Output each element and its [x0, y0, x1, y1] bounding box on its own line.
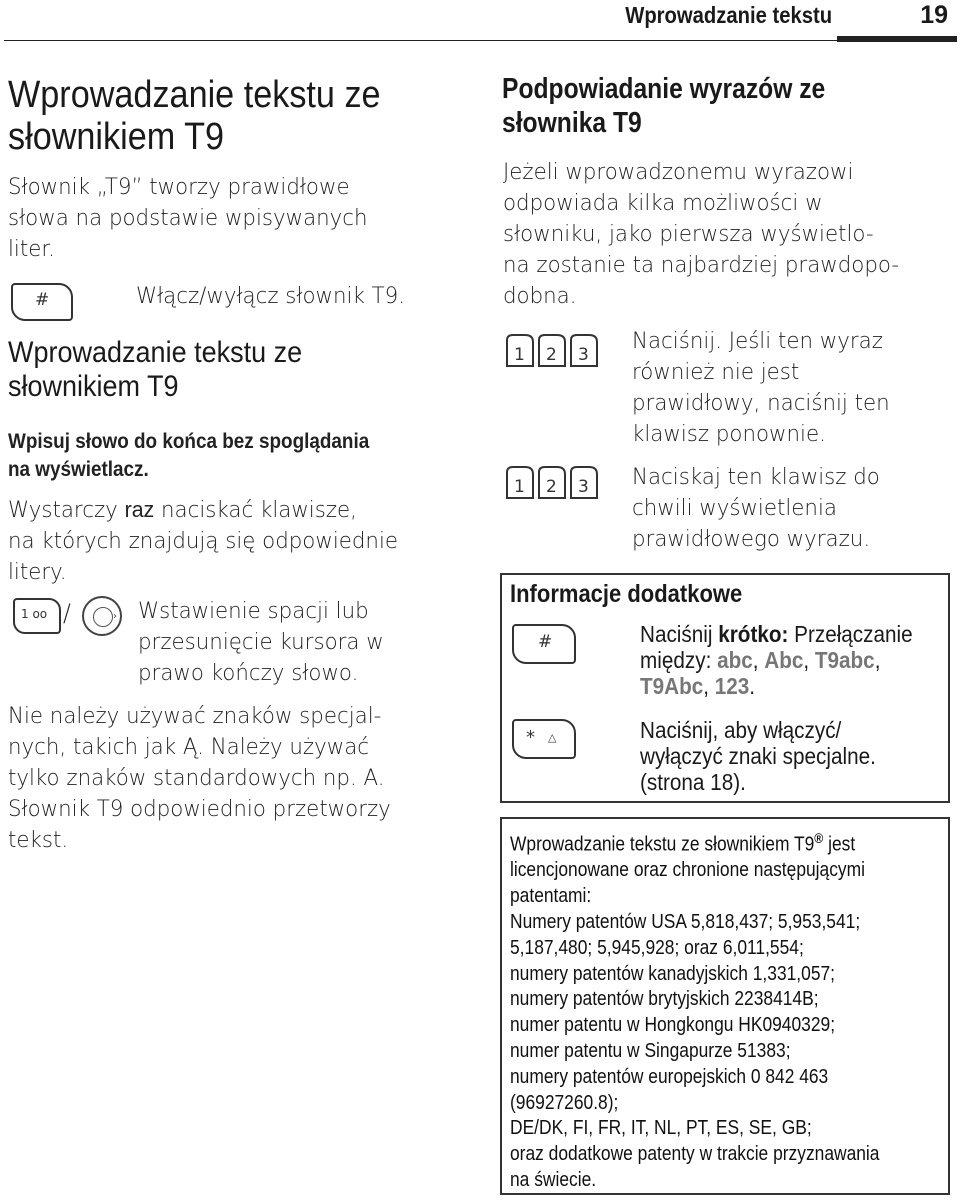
star-key-icon: * △	[512, 719, 576, 759]
license-text: Wprowadzanie tekstu ze słownikiem T9® jest licencjonowane oraz chronione następującymi patentami: Numery patentów USA 5,818,437; 5,953,541; 5,187,480; 5,945,928; oraz 6,011,554; numery patentów kanadyjskich 1,331,057; numery patentów brytyjskich 2238414B; numer patentu w Hongkongu HK0940329; numer patentu w Singapurze 51383; numery patentów europejskich 0 842 463 (96927260.8); DE/DK, FI, FR, IT, NL, PT, ES, SE, GB; oraz dodatkowe patenty w trakcie przyznawania na świecie.	[510, 830, 880, 1192]
mode-123: 123	[714, 673, 750, 699]
suggestions-intro: Jeżeli wprowadzonemu wyrazowi odpowiada kilka możliwości w słowniku, jako pierwsza wyświetlo- na zostanie ta najbardziej prawdopo- dobna.	[503, 160, 900, 309]
additional-info-title: Informacje dodatkowe	[510, 580, 743, 608]
key-digit-2: 2	[546, 345, 557, 365]
mode-T9abc: T9abc	[814, 647, 875, 673]
key-1-2-3-icon	[505, 464, 601, 500]
key-1-icon: 1 ﻿oo	[13, 598, 61, 634]
special-chars-toggle-info: Naciśnij, aby włączyć/ wyłączyć znaki specjalne. (strona 18).	[640, 717, 876, 795]
section-title: Wprowadzanie tekstu ze słownikiem T9	[8, 74, 381, 158]
next-suggestion-step: Naciśnij. Jeśli ten wyraz również nie jest prawidłowy, naciśnij ten klawisz ponownie.	[632, 329, 890, 447]
t9-instruction: Wystarczy raz naciskać klawisze, na których znajdują się odpowiednie litery.	[8, 497, 399, 585]
subsection-title: Wprowadzanie tekstu ze słownikiem T9	[8, 336, 303, 403]
running-header-title: Wprowadzanie tekstu	[625, 2, 832, 28]
key-digit-3: 3	[578, 477, 589, 497]
input-mode-toggle-info: Naciśnij krótko: Przełączanie między: abc, Abc, T9abc, T9Abc, 123.	[640, 621, 913, 699]
mode-abc: abc	[717, 647, 753, 673]
repeat-key-step: Naciskaj ten klawisz do chwili wyświetlenia prawidłowego wyrazu.	[632, 465, 880, 552]
hash-key-icon: #	[512, 624, 576, 664]
key-digit-1: 1	[514, 345, 525, 365]
mode-Abc: Abc	[764, 647, 804, 673]
special-characters-note: Nie należy używać znaków specjal- nych, takich jak Ą. Należy używać tylko znaków standardowych np. A. Słownik T9 odpowiednio przetworzy tekst.	[8, 704, 391, 853]
t9-intro: Słownik „T9” tworzy prawidłowe słowa na podstawie wpisywanych liter.	[8, 175, 368, 262]
t9-tip-bold: Wpisuj słowo do końca bez spoglądania na wyświetlacz.	[8, 430, 370, 481]
navigation-key-icon: ›	[82, 596, 122, 636]
mode-T9Abc: T9Abc	[640, 673, 704, 699]
header-rule-accent	[837, 36, 957, 42]
page-number: 19	[920, 1, 948, 29]
space-key-description: Wstawienie spacji lub przesunięcie kursora w prawo kończy słowo.	[138, 599, 384, 686]
suggestions-title: Podpowiadanie wyrazów ze słownika T9	[502, 73, 826, 139]
hash-key-description: Włącz/wyłącz słownik T9.	[136, 284, 405, 309]
slash-separator: /	[63, 599, 71, 627]
key-digit-2: 2	[546, 477, 557, 497]
key-digit-3: 3	[578, 345, 589, 365]
key-digit-1: 1	[514, 477, 525, 497]
key-1-2-3-icon	[505, 332, 601, 368]
hash-key-icon: #	[11, 283, 73, 321]
header-rule	[4, 40, 837, 41]
